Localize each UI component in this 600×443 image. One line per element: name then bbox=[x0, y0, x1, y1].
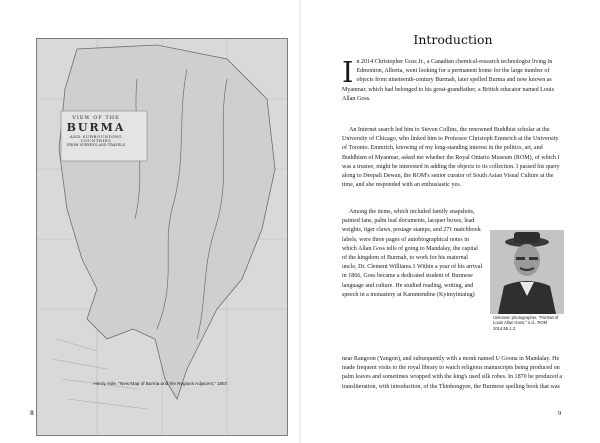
paragraph-2: An Internet search led him to Steven Collins, the renowned Buddhist scholar at the University of Chicago, who linked him to Professor Christoph Emmrich at the University of Toronto. Emmrich, knowing of my long-standing interest in the politics, art, and Buddhism of Myanmar, asked me whether the Royal Ontario Museum (ROM), of which I was a trustee, might be interested in adding the objects to its collection. I passed his query along to Deepali Dewan, the ROM's senior curator of South Asian Visual Culture at the time, and she responded with an enthusiastic yes. bbox=[342, 127, 560, 189]
map-title-main: BURMA bbox=[66, 121, 126, 134]
map-title-line: AND SURROUNDING COUNTRIES bbox=[69, 134, 123, 143]
book-gutter bbox=[299, 0, 301, 443]
map-illustration bbox=[37, 39, 287, 435]
paragraph-1-text: n 2014 Christopher Goss Jr., a Canadian chemical-research technologist living in Edmonton, Alberta, went looking for a permanent home for the large number of objects from nineteenth-century Burmah, later spelled Burma and now known as Myanmar, which had belonged to his great-grandfather, a British educator named Louis Allan Goss. bbox=[342, 59, 554, 102]
paragraph-1 bbox=[342, 55, 564, 104]
map-caption: Henry Yule, "New Map of Burma and the Regions Adjacent," 1857. bbox=[93, 381, 229, 386]
paragraph-3: Among the items, which included family snapshots, painted fans, palm leaf documents, lacquer boxes, lead weights, tiger claws, postage stamps, and 271 matchbook labels, were three pages of autobiographical notes in which Allan Goss tells of going to Mandalay, the capital of the kingdom of Burmah, to work for his maternal uncle, Dr. Clement Williams.1 Within a year of his arrival in 1866, Goss became a dedicated student of Burmese language and culture. He studied reading, writing, and speech in a monastery at Kammendine (Kyimyintaing) bbox=[342, 209, 483, 298]
page-number-right: 9 bbox=[558, 410, 562, 417]
photo-caption: Unknown photographer, "Portrait of Louis Allan Goss," n.d., ROM 2014.55.1.3 bbox=[493, 315, 559, 331]
drop-cap: I bbox=[342, 55, 354, 89]
map-figure bbox=[36, 38, 288, 436]
portrait-illustration bbox=[490, 230, 564, 314]
map-title-cartouche bbox=[56, 116, 136, 148]
map-title-line: FROM SURVEYS AND TRAVELS bbox=[66, 143, 126, 147]
portrait-photo bbox=[490, 230, 564, 314]
page-number-left: 8 bbox=[30, 410, 34, 417]
chapter-heading: Introduction bbox=[413, 32, 493, 47]
paragraph-4: near Rangoon (Yangon), and subsequently with a monk named U Goona in Mandalay. He made frequent visits to the royal library to watch religious manuscripts being produced on palm leaves and sometimes wrapped with the king's used silk robes. In 1870 he produced a transliteration, with introduction, of the Thinbongyee, the Burmese spelling book that was bbox=[342, 356, 563, 390]
map-title-line: VIEW OF THE bbox=[72, 115, 120, 121]
